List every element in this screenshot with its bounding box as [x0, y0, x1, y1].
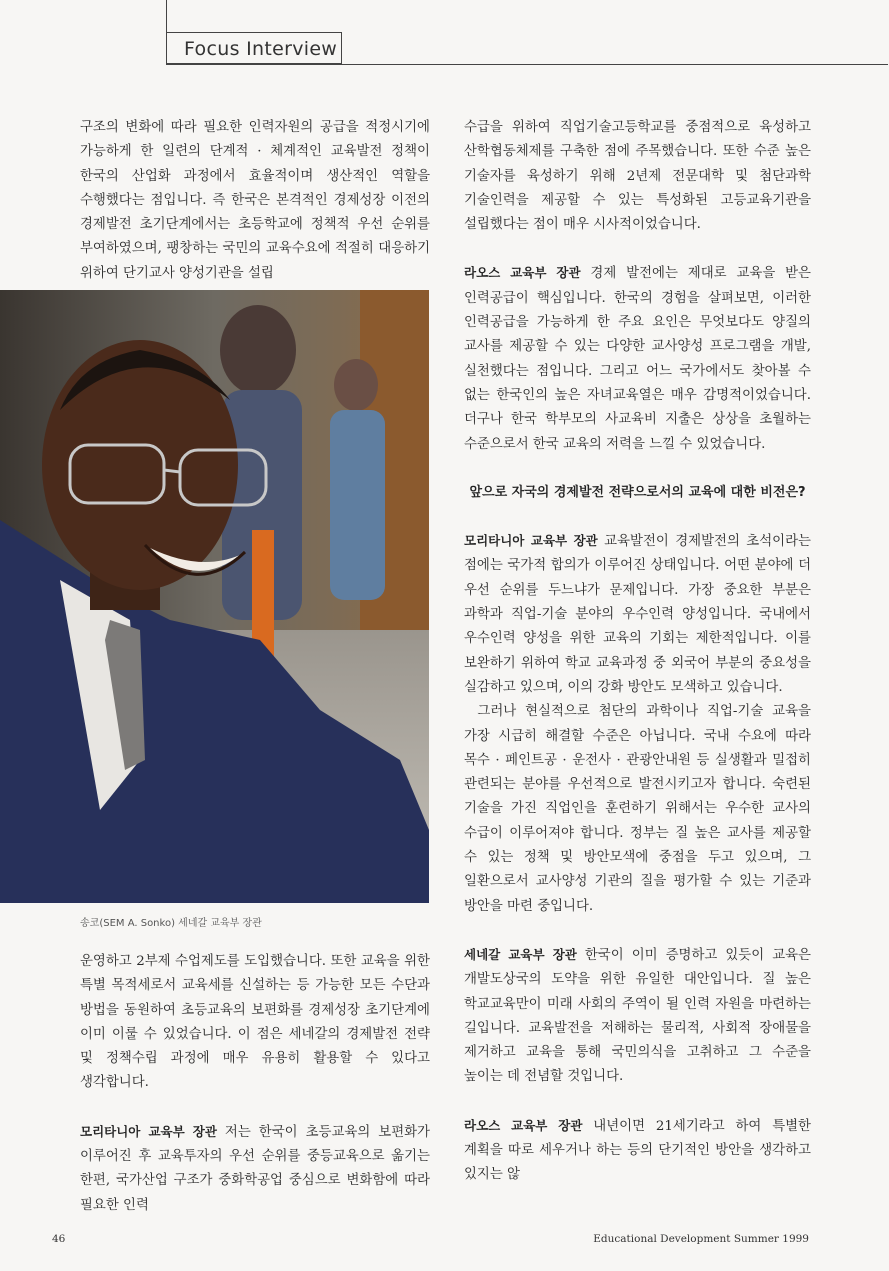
paragraph-text: 내년이면 21세기라고 하여 특별한 계획을 따로 세우거나 하는 등의 단기적인 방안을 생각하고 있지는 않: [464, 1118, 811, 1183]
paragraph-text: 경제 발전에는 제대로 교육을 받은 인력공급이 핵심입니다. 한국의 경험을 살펴보면, 이러한 인력공급을 가능하게 한 주요 요인은 무엇보다도 양질의 교사를 제공할 수 있는 다양한 교사양성 프로그램을 개발, 실천했다는 점입니다. 그리고 어느 국가에서도 찾아볼 수 없는 한국인의 높은 자녀교육열은 매우 감명적이었습니다. 더구나 한국 학부모의 사교육비 지출은 상상을 초월하는 수준으로서 한국 교육의 저력을 느낄 수 있었습니다.: [464, 266, 811, 452]
paragraph-text: 저는 한국이 초등교육의 보편화가 이루어진 후 교육투자의 우선 순위를 중등교육으로 옮기는 한편, 국가산업 구조가 중화학공업 중심으로 변화함에 따라 필요한 인력: [80, 1124, 430, 1213]
paragraph: 구조의 변화에 따라 필요한 인력자원의 공급을 적정시기에 가능하게 한 일련의 단계적 · 체계적인 교육발전 정책이 한국의 산업화 과정에서 효율적이며 생산적인 역할을 수행했다는 점입니다. 즉 한국은 본격적인 경제성장 이전의 경제발전 초기단계에서는 초등학교에 정책적 우선 순위를 부여하였으며, 팽창하는 국민의 교육수요에 적절히 대응하기 위하여 단기교사 양성기관을 설립: [80, 120, 430, 281]
left-column-top: [80, 116, 430, 286]
speaker-label: 세네갈 교육부 장관: [464, 946, 577, 962]
right-column: [464, 116, 811, 1188]
left-column-bottom: [80, 950, 430, 1218]
speaker-label: 모리타니아 교육부 장관: [464, 533, 598, 549]
paragraph: [80, 1120, 430, 1218]
speaker-label: 라오스 교육부 장관: [464, 1117, 583, 1133]
paragraph: 그러나 현실적으로 첨단의 과학이나 직업-기술 교육을 가장 시급히 해결할 수준은 아닙니다. 국내 수요에 따라 목수 · 페인트공 · 운전사 · 관광안내원 등 실생활과 밀접히 관련되는 분야를 우선적으로 발전시키고자 합니다. 숙련된 기술을 가진 직업인을 훈련하기 위해서는 우수한 교사의 수급이 이루어져야 합니다. 정부는 질 높은 교사를 제공할 수 있는 정책 및 방안모색에 중점을 두고 있으며, 그 일환으로서 교사양성 기관의 질을 평가할 수 있는 기준과 방안을 마련 중입니다.: [464, 704, 811, 914]
paragraph-text: 한국이 이미 증명하고 있듯이 교육은 개발도상국의 도약을 위한 유일한 대안입니다. 질 높은 학교교육만이 미래 사회의 주역이 될 인력 자원을 마련하는 길입니다. 교육발전을 저해하는 물리적, 사회적 장애물을 제거하고 교육을 통해 국민의식을 고취하고 그 수준을 높이는 데 전념할 것입니다.: [464, 947, 811, 1085]
paragraph: 수급을 위하여 직업기술고등학교를 중점적으로 육성하고 산학협동체제를 구축한 점에 주목했습니다. 또한 수준 높은 기술자를 육성하기 위해 2년제 전문대학 및 첨단과학 기술인력을 제공할 수 있는 특성화된 고등교육기관을 설립했다는 점이 매우 시사적이었습니다.: [464, 120, 811, 233]
photo-illustration: [0, 290, 429, 903]
speaker-label: 모리타니아 교육부 장관: [80, 1123, 217, 1139]
journal-name: Educational Development Summer 1999: [593, 1233, 809, 1245]
photo-caption: 송코(SEM A. Sonko) 세네갈 교육부 장관: [80, 918, 262, 929]
page-number: 46: [52, 1233, 66, 1245]
paragraph-text: 교육발전이 경제발전의 초석이라는 점에는 국가적 합의가 이루어진 상태입니다. 어떤 분야에 더 우선 순위를 두느냐가 문제입니다. 가장 중요한 부분은 과학과 직업-기술 분야의 우수인력 양성입니다. 국내에서 우수인력 양성을 위한 교육의 기회는 제한적입니다. 이를 보완하기 위하여 학교 교육과정 중 외국어 부분의 중요성을 실감하고 있으며, 이의 강화 방안도 모색하고 있습니다.: [464, 534, 811, 695]
paragraph: 운영하고 2부제 수업제도를 도입했습니다. 또한 교육을 위한 특별 목적세로서 교육세를 신설하는 등 가능한 모든 수단과 방법을 동원하여 초등교육의 보편화를 경제성장 초기단계에 이미 이룰 수 있었습니다. 이 점은 세네갈의 경제발전 전략 및 정책수립 과정에 매우 유용히 활용할 수 있다고 생각합니다.: [80, 954, 430, 1091]
paragraph: [464, 529, 811, 700]
speaker-label: 라오스 교육부 장관: [464, 265, 581, 281]
section-label: Focus Interview: [184, 38, 338, 60]
interview-question: 앞으로 자국의 경제발전 전략으로서의 교육에 대한 비전은?: [469, 484, 806, 500]
paragraph: [464, 943, 811, 1090]
paragraph: [464, 1114, 811, 1188]
paragraph: [464, 261, 811, 456]
header-horizontal-rule: [166, 64, 888, 65]
interview-photo: [0, 290, 429, 903]
